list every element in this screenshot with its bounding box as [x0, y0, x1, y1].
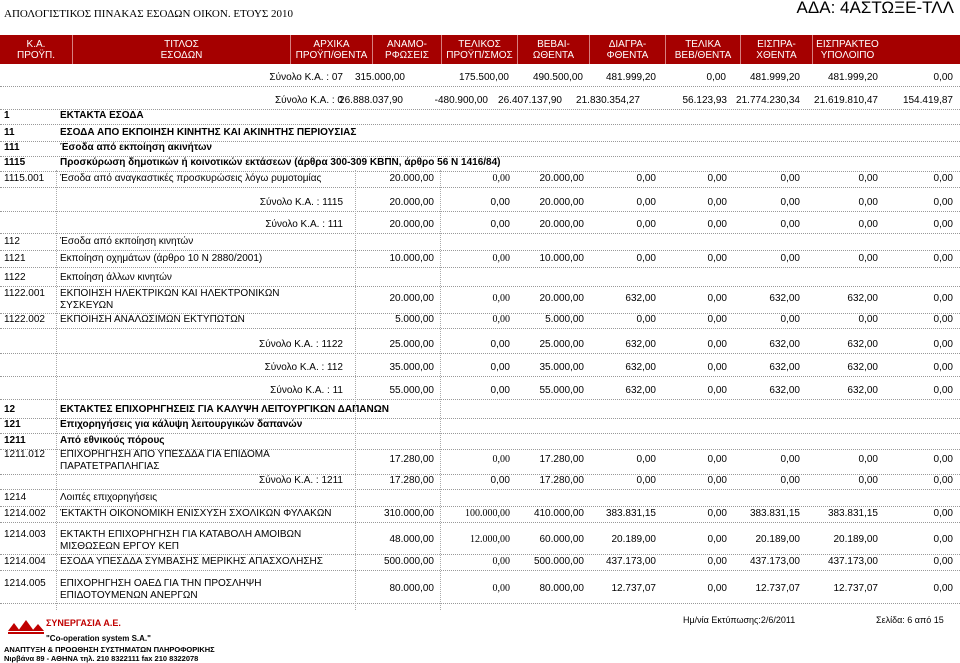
row-code: 1214.004	[4, 556, 46, 567]
column-header-line1: ΑΡΧΙΚΑ	[313, 38, 350, 50]
cell-value: 0,00	[636, 173, 656, 184]
row-divider	[0, 570, 960, 571]
row-divider	[0, 267, 960, 268]
row-code: 11	[4, 127, 15, 138]
cell-value: 20.189,00	[755, 534, 800, 545]
cell-value: 0,00	[492, 583, 510, 594]
row-title: Εκποίηση άλλων κινητών	[60, 272, 172, 283]
cell-value: 0,00	[492, 173, 510, 184]
column-header-line1: ΒΕΒΑΙ-	[537, 38, 570, 50]
cell-value: 0,00	[490, 475, 510, 486]
cell-value: 12.737,07	[611, 583, 656, 594]
column-header	[589, 35, 665, 64]
cell-value: 0,00	[858, 314, 878, 325]
row-title-cont: ΕΠΙΔΟΤΟΥΜΕΝΩΝ ΑΝΕΡΓΩΝ	[60, 590, 198, 601]
cell-value: 20.000,00	[389, 293, 434, 304]
cell-value: 5.000,00	[545, 314, 584, 325]
table-row	[0, 173, 960, 186]
column-header-line1: Κ.Α.	[26, 38, 46, 50]
summary-row	[0, 385, 960, 398]
cell-value: 437.173,00	[827, 556, 878, 567]
cell-value: 0,00	[707, 362, 727, 373]
row-code: 1211	[4, 435, 26, 446]
column-divider	[440, 170, 441, 610]
column-header-line2: ΦΘΕΝΤΑ	[606, 49, 649, 61]
cell-value: 0,00	[780, 173, 800, 184]
column-header	[0, 35, 72, 64]
cell-value: 0,00	[933, 556, 953, 567]
summary-row	[0, 95, 960, 108]
cell-value: 481.999,20	[605, 72, 656, 83]
row-title: Λοιπές επιχορηγήσεις	[60, 492, 158, 503]
column-header	[290, 35, 372, 64]
table-row	[0, 419, 960, 432]
cell-value: 17.280,00	[539, 475, 584, 486]
cell-value: 0,00	[636, 314, 656, 325]
cell-value: 632,00	[769, 293, 800, 304]
cell-value: 0,00	[858, 219, 878, 230]
cell-value: 632,00	[847, 339, 878, 350]
cell-value: 481.999,20	[827, 72, 878, 83]
row-title: ΕΣΟΔΑ ΑΠΟ ΕΚΠΟΙΗΣΗ ΚΙΝΗΤΗΣ ΚΑΙ ΑΚΙΝΗΤΗΣ ΠΕΡΙΟΥΣΙΑΣ	[60, 127, 357, 138]
cell-value: 632,00	[847, 362, 878, 373]
row-divider	[0, 353, 960, 354]
column-header-line1: ΤΕΛΙΚΑ	[685, 38, 721, 50]
summary-label: Σύνολο Κ.Α. : 111	[265, 219, 343, 230]
cell-value: 0,00	[933, 454, 953, 465]
row-title: ΕΚΤΑΚΤΑ ΕΣΟΔΑ	[60, 110, 144, 121]
cell-value: 0,00	[780, 197, 800, 208]
column-header	[740, 35, 812, 64]
cell-value: 437.173,00	[749, 556, 800, 567]
cell-value: 48.000,00	[389, 534, 434, 545]
company-logo-icon	[6, 617, 46, 639]
row-divider	[0, 522, 960, 523]
summary-label: Σύνολο Κ.Α. : 0	[274, 95, 343, 106]
table-row	[0, 556, 960, 569]
column-header-line2: ΥΠΟΛΟΙΠΟ	[820, 49, 875, 61]
row-title: Από εθνικούς πόρους	[60, 435, 165, 446]
cell-value: 55.000,00	[389, 385, 434, 396]
cell-value: 632,00	[625, 293, 656, 304]
cell-value: 0,00	[636, 253, 656, 264]
cell-value: 55.000,00	[539, 385, 584, 396]
footer-line1: ΑΝΑΠΤΥΞΗ & ΠΡΟΩΘΗΣΗ ΣΥΣΤΗΜΑΤΩΝ ΠΛΗΡΟΦΟΡΙΚΗΣ	[4, 645, 215, 654]
column-header	[372, 35, 441, 64]
summary-row	[0, 219, 960, 232]
column-header-line2: ΩΘΕΝΤΑ	[532, 49, 575, 61]
footer-line2: Νιρβάνα 89 - ΑΘΗΝΑ τηλ. 210 8322111 fax 210 8322078	[4, 654, 199, 663]
cell-value: 20.189,00	[611, 534, 656, 545]
summary-label: Σύνολο Κ.Α. : 07	[269, 72, 343, 83]
cell-value: 632,00	[847, 293, 878, 304]
cell-value: 60.000,00	[539, 534, 584, 545]
cell-value: 10.000,00	[539, 253, 584, 264]
column-header-line1: ΔΙΑΓΡΑ-	[608, 38, 647, 50]
row-divider	[0, 376, 960, 377]
cell-value: 35.000,00	[389, 362, 434, 373]
row-divider	[0, 286, 960, 287]
column-header	[812, 35, 882, 64]
cell-value: 12.737,07	[833, 583, 878, 594]
column-header	[72, 35, 290, 64]
summary-row	[0, 475, 960, 488]
cell-value: 20.000,00	[539, 173, 584, 184]
cell-value: 0,00	[933, 293, 953, 304]
row-code: 1121	[4, 253, 26, 264]
cell-value: 0,00	[490, 362, 510, 373]
cell-value: 0,00	[933, 197, 953, 208]
cell-value: 632,00	[769, 362, 800, 373]
table-row	[0, 529, 960, 552]
cell-value: 25.000,00	[389, 339, 434, 350]
table-row	[0, 508, 960, 521]
cell-value: 0,00	[490, 385, 510, 396]
column-header-line1: ΕΙΣΠΡΑ-	[757, 38, 796, 50]
table-row	[0, 449, 960, 472]
cell-value: 0,00	[707, 219, 727, 230]
row-divider	[0, 489, 960, 490]
table-row	[0, 288, 960, 311]
cell-value: 20.000,00	[539, 219, 584, 230]
cell-value: 26.407.137,90	[498, 95, 562, 106]
cell-value: 20.189,00	[833, 534, 878, 545]
row-code: 12	[4, 404, 16, 415]
cell-value: 0,00	[490, 339, 510, 350]
cell-value: 0,00	[780, 454, 800, 465]
cell-value: 383.831,15	[749, 508, 800, 519]
summary-row	[0, 339, 960, 352]
row-divider	[0, 603, 960, 604]
row-title-cont: ΠΑΡΑΤΕΤΡΑΠΛΗΓΙΑΣ	[60, 461, 160, 472]
row-code: 112	[4, 236, 20, 247]
cell-value: 0,00	[933, 362, 953, 373]
row-divider	[0, 233, 960, 234]
cell-value: 0,00	[933, 385, 953, 396]
cell-value: 0,00	[858, 454, 878, 465]
cell-value: 20.000,00	[389, 173, 434, 184]
row-code: 111	[4, 142, 20, 153]
cell-value: 35.000,00	[539, 362, 584, 373]
cell-value: 632,00	[769, 339, 800, 350]
row-code: 1122.002	[4, 314, 45, 325]
row-divider	[0, 433, 960, 434]
table-row	[0, 578, 960, 601]
cell-value: 20.000,00	[389, 219, 434, 230]
row-divider	[0, 399, 960, 400]
summary-label: Σύνολο Κ.Α. : 11	[270, 385, 343, 396]
row-divider	[0, 250, 960, 251]
row-code: 1122	[4, 272, 26, 283]
cell-value: 0,00	[933, 508, 953, 519]
cell-value: 0,00	[933, 475, 953, 486]
row-title-cont: ΣΥΣΚΕΥΩΝ	[60, 300, 114, 311]
row-title: ΕΚΤΑΚΤΗ ΕΠΙΧΟΡΗΓΗΣΗ ΓΙΑ ΚΑΤΑΒΟΛΗ ΑΜΟΙΒΩΝ	[60, 529, 302, 540]
column-header-line2: ΧΘΕΝΤΑ	[756, 49, 797, 61]
table-row	[0, 404, 960, 417]
cell-value: 0,00	[492, 253, 510, 264]
column-header-line2: ΒΕΒ/ΘΕΝΤΑ	[674, 49, 732, 61]
table-row	[0, 272, 960, 285]
cell-value: 0,00	[707, 173, 727, 184]
row-code: 1211.012	[4, 449, 45, 460]
row-code: 121	[4, 419, 21, 430]
cell-value: 500.000,00	[383, 556, 434, 567]
cell-value: 315.000,00	[354, 72, 405, 83]
row-divider	[0, 171, 960, 172]
row-divider	[0, 506, 960, 507]
column-header-line2: ΠΡΟΫΠ.	[16, 49, 56, 61]
column-header-line2: ΕΣΟΔΩΝ	[160, 49, 203, 61]
cell-value: 383.831,15	[827, 508, 878, 519]
cell-value: 0,00	[492, 454, 510, 465]
table-row	[0, 236, 960, 249]
cell-value: 0,00	[707, 454, 727, 465]
table-row	[0, 127, 960, 140]
row-title: Προσκύρωση δημοτικών ή κοινοτικών εκτάσεων (άρθρα 300-309 ΚΒΠΝ, άρθρο 56 Ν 1416/84)	[60, 157, 501, 168]
row-code: 1122.001	[4, 288, 45, 299]
column-header-line1: ΑΝΑΜΟ-	[387, 38, 427, 50]
column-header	[665, 35, 740, 64]
row-divider	[0, 328, 960, 329]
table-row	[0, 314, 960, 327]
column-header-line1: ΤΕΛΙΚΟΣ	[458, 38, 501, 50]
column-header-line1: ΤΙΤΛΟΣ	[164, 38, 199, 50]
row-title: ΈΚΤΑΚΤΗ ΟΙΚΟΝΟΜΙΚΗ ΕΝΙΣΧΥΣΗ ΣΧΟΛΙΚΩΝ ΦΥΛΑΚΩΝ	[60, 508, 332, 519]
cell-value: 0,00	[636, 197, 656, 208]
cell-value: 0,00	[933, 173, 953, 184]
row-title: ΕΚΠΟΙΗΣΗ ΗΛΕΚΤΡΙΚΩΝ ΚΑΙ ΗΛΕΚΤΡΟΝΙΚΩΝ	[60, 288, 280, 299]
cell-value: -480.900,00	[434, 95, 488, 106]
cell-value: 0,00	[490, 219, 510, 230]
cell-value: 0,00	[933, 534, 953, 545]
row-divider	[0, 86, 960, 87]
row-divider	[0, 187, 960, 188]
row-code: 1214.005	[4, 578, 46, 589]
cell-value: 632,00	[847, 385, 878, 396]
cell-value: 100.000,00	[465, 508, 510, 519]
cell-value: 0,00	[707, 197, 727, 208]
cell-value: 0,00	[492, 556, 510, 567]
cell-value: 0,00	[492, 293, 510, 304]
cell-value: 154.419,87	[902, 95, 953, 106]
cell-value: 0,00	[707, 583, 727, 594]
ada-code: ΑΔΑ: 4ΑΣΤΩΞΕ-ΤΛΛ	[796, 0, 954, 17]
row-title: ΕΠΙΧΟΡΗΓΗΣΗ ΟΑΕΔ ΓΙΑ ΤΗΝ ΠΡΟΣΛΗΨΗ	[60, 578, 262, 589]
table-row	[0, 142, 960, 155]
cell-value: 0,00	[636, 454, 656, 465]
row-divider	[0, 554, 960, 555]
cell-value: 490.500,00	[532, 72, 583, 83]
column-divider	[355, 170, 356, 610]
row-title: ΕΣΟΔΑ ΥΠΕΣΔΔΑ ΣΥΜΒΑΣΗΣ ΜΕΡΙΚΗΣ ΑΠΑΣΧΟΛΗΣΗΣ	[60, 556, 323, 567]
cell-value: 0,00	[492, 314, 510, 325]
cell-value: 0,00	[490, 197, 510, 208]
summary-row	[0, 362, 960, 375]
table-row	[0, 492, 960, 505]
cell-value: 481.999,20	[749, 72, 800, 83]
cell-value: 0,00	[707, 475, 727, 486]
summary-label: Σύνολο Κ.Α. : 112	[264, 362, 343, 373]
cell-value: 632,00	[769, 385, 800, 396]
cell-value: 0,00	[636, 219, 656, 230]
cell-value: 17.280,00	[539, 454, 584, 465]
cell-value: 0,00	[780, 219, 800, 230]
cell-value: 21.830.354,27	[576, 95, 640, 106]
summary-label: Σύνολο Κ.Α. : 1122	[259, 339, 343, 350]
cell-value: 0,00	[933, 314, 953, 325]
column-header-line2: ΡΦΩΣΕΙΣ	[385, 49, 429, 61]
cell-value: 0,00	[933, 583, 953, 594]
row-code: 1115	[4, 157, 26, 168]
cell-value: 5.000,00	[395, 314, 434, 325]
cell-value: 0,00	[933, 253, 953, 264]
summary-label: Σύνολο Κ.Α. : 1115	[259, 197, 343, 208]
cell-value: 0,00	[706, 72, 726, 83]
cell-value: 0,00	[780, 253, 800, 264]
cell-value: 0,00	[707, 314, 727, 325]
cell-value: 0,00	[933, 219, 953, 230]
cell-value: 0,00	[858, 475, 878, 486]
cell-value: 383.831,15	[605, 508, 656, 519]
cell-value: 632,00	[625, 362, 656, 373]
cell-value: 0,00	[707, 556, 727, 567]
row-title: ΕΚΠΟΙΗΣΗ ΑΝΑΛΩΣΙΜΩΝ ΕΚΤΥΠΩΤΩΝ	[60, 314, 245, 325]
cell-value: 0,00	[707, 534, 727, 545]
cell-value: 410.000,00	[533, 508, 584, 519]
cell-value: 175.500,00	[458, 72, 509, 83]
row-divider	[0, 124, 960, 125]
column-header-line1: ΕΙΣΠΡΑΚΤΕΟ	[816, 38, 879, 50]
cell-value: 0,00	[933, 339, 953, 350]
print-date: Ημ/νία Εκτύπωσης:2/6/2011	[683, 615, 796, 625]
cell-value: 0,00	[707, 253, 727, 264]
row-title: Επιχορηγήσεις για κάλυψη λειτουργικών δαπανών	[60, 419, 303, 430]
footer-system: "Co-operation system S.A."	[46, 634, 151, 643]
table-row	[0, 253, 960, 266]
footer-company: ΣΥΝΕΡΓΑΣΙΑ Α.Ε.	[46, 618, 121, 628]
summary-label: Σύνολο Κ.Α. : 1211	[259, 475, 343, 486]
cell-value: 0,00	[780, 475, 800, 486]
summary-row	[0, 197, 960, 210]
row-title: Έσοδα από εκποίηση κινητών	[60, 236, 194, 247]
row-title: ΕΚΤΑΚΤΕΣ ΕΠΙΧΟΡΗΓΗΣΕΙΣ ΓΙΑ ΚΑΛΥΨΗ ΛΕΙΤΟΥΡΓΙΚΩΝ ΔΑΠΑΝΩΝ	[60, 404, 389, 415]
row-title: Έσοδα από εκποίηση ακινήτων	[60, 142, 212, 153]
row-title-cont: ΜΙΣΘΩΣΕΩΝ ΕΡΓΟΥ ΚΕΠ	[60, 541, 180, 552]
cell-value: 0,00	[858, 253, 878, 264]
cell-value: 0,00	[636, 475, 656, 486]
column-header-line2: ΠΡΟΫΠ/ΘΕΝΤΑ	[295, 49, 368, 61]
cell-value: 20.000,00	[389, 197, 434, 208]
cell-value: 21.619.810,47	[814, 95, 878, 106]
table-header	[0, 35, 960, 64]
cell-value: 12.000,00	[470, 534, 510, 545]
summary-row	[0, 72, 960, 85]
table-row	[0, 157, 960, 170]
cell-value: 632,00	[625, 339, 656, 350]
column-header	[441, 35, 517, 64]
cell-value: 500.000,00	[533, 556, 584, 567]
row-code: 1214	[4, 492, 27, 503]
row-divider	[0, 211, 960, 212]
cell-value: 17.280,00	[389, 454, 434, 465]
cell-value: 56.123,93	[682, 95, 727, 106]
row-title: ΕΠΙΧΟΡΗΓΗΣΗ ΑΠΟ ΥΠΕΣΔΔΑ ΓΙΑ ΕΠΙΔΟΜΑ	[60, 449, 270, 460]
cell-value: 0,00	[707, 339, 727, 350]
row-code: 1	[4, 110, 10, 121]
cell-value: 0,00	[858, 197, 878, 208]
cell-value: 310.000,00	[383, 508, 434, 519]
cell-value: 0,00	[707, 385, 727, 396]
cell-value: 17.280,00	[389, 475, 434, 486]
cell-value: 20.000,00	[539, 293, 584, 304]
column-header-line2: ΠΡΟΫΠ/ΣΜΟΣ	[446, 49, 513, 61]
column-header	[517, 35, 589, 64]
cell-value: 20.000,00	[539, 197, 584, 208]
table-row	[0, 110, 960, 123]
cell-value: 0,00	[858, 173, 878, 184]
cell-value: 0,00	[707, 508, 727, 519]
table-row	[0, 435, 960, 448]
page-number: Σελίδα: 6 από 15	[876, 615, 944, 625]
row-code: 1214.003	[4, 529, 46, 540]
row-code: 1214.002	[4, 508, 46, 519]
cell-value: 21.774.230,34	[736, 95, 800, 106]
cell-value: 0,00	[933, 72, 953, 83]
cell-value: 80.000,00	[389, 583, 434, 594]
column-divider	[56, 170, 57, 610]
row-title: Έσοδα από αναγκαστικές προσκυρώσεις λόγω ρυμοτομίας	[60, 173, 322, 184]
document-title: ΑΠΟΛΟΓΙΣΤΙΚΟΣ ΠΙΝΑΚΑΣ ΕΣΟΔΩΝ ΟΙΚΟΝ. ΕΤΟΥΣ 2010	[4, 8, 294, 20]
cell-value: 26.888.037,90	[339, 95, 403, 106]
cell-value: 10.000,00	[389, 253, 434, 264]
cell-value: 0,00	[707, 293, 727, 304]
cell-value: 25.000,00	[539, 339, 584, 350]
cell-value: 632,00	[625, 385, 656, 396]
row-code: 1115.001	[4, 173, 45, 184]
cell-value: 80.000,00	[539, 583, 584, 594]
cell-value: 12.737,07	[755, 583, 800, 594]
cell-value: 437.173,00	[605, 556, 656, 567]
cell-value: 0,00	[780, 314, 800, 325]
row-title: Εκποίηση οχημάτων (άρθρο 10 Ν 2880/2001)	[60, 253, 263, 264]
